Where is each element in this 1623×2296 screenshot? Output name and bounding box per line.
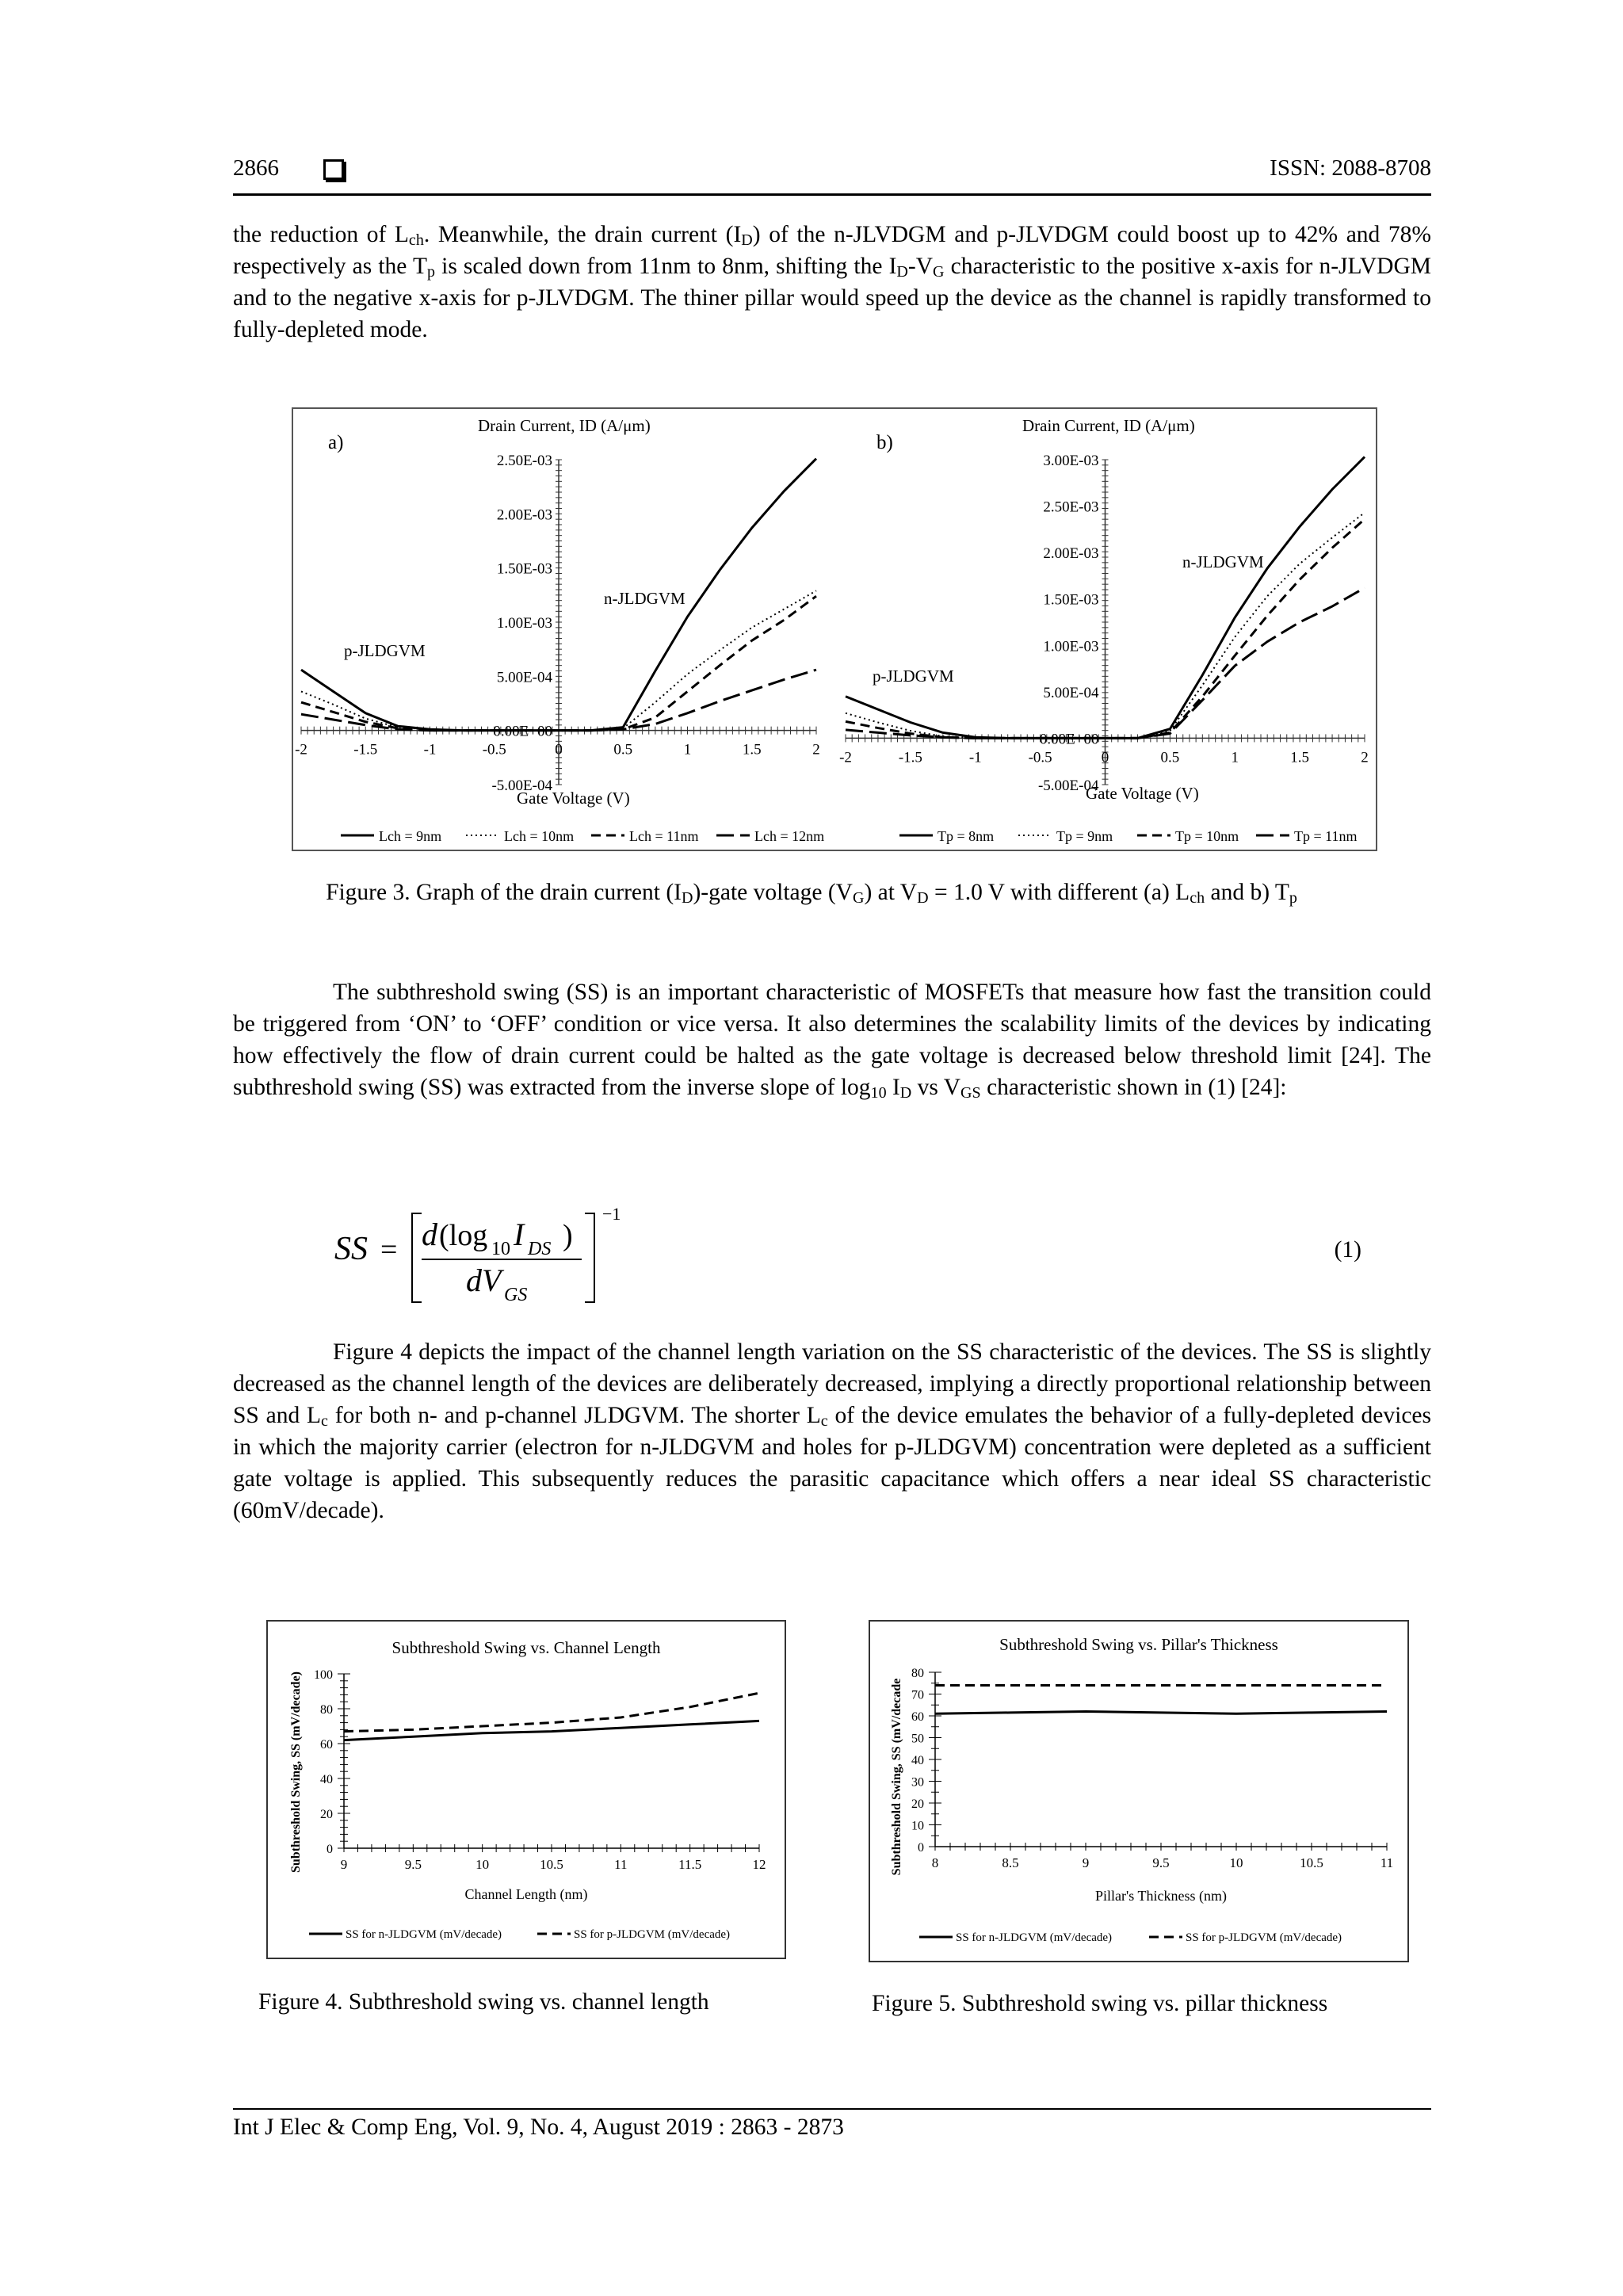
chart-d-ylabel: Subthreshold Swing, SS (mV/decade [890, 1678, 903, 1876]
equation-log: (log [439, 1219, 488, 1252]
chart-d-y-tick-label: 40 [911, 1754, 924, 1767]
chart-c-legend-label-2: SS for p-JLDGVM (mV/decade) [574, 1928, 731, 1941]
chart-d-y-tick-label: 80 [911, 1667, 924, 1680]
chart-c-y-tick-label: 40 [320, 1773, 333, 1786]
chart-d-x-tick-label: 10 [1229, 1855, 1243, 1870]
chart-b-x-tick-label: -0.5 [1028, 749, 1052, 766]
chart-b-x-tick-label: -2 [839, 749, 852, 766]
figure-3-legend [341, 828, 1357, 844]
chart-b-x-tick-label: 2 [1361, 749, 1369, 766]
legend-a-label-2: Lch = 10nm [504, 828, 575, 844]
chart-c-x-tick-label: 11 [614, 1857, 628, 1872]
chart-c-y-tick-label: 0 [327, 1843, 333, 1856]
chart-c-x-tick-label: 9.5 [404, 1857, 422, 1872]
chart-c-x-tick-label: 10 [475, 1857, 490, 1872]
chart-d-title: Subthreshold Swing vs. Pillar's Thickness [999, 1635, 1278, 1654]
chart-a-x-tick-label: 0 [555, 741, 563, 758]
running-footer [233, 2108, 1431, 2141]
equation-I: I [514, 1217, 525, 1252]
equation-equals: = [380, 1233, 398, 1266]
chart-d-y-tick-label: 30 [911, 1775, 924, 1790]
equation-number: (1) [1334, 1237, 1361, 1263]
chart-b-title: Drain Current, ID (A/μm) [1022, 416, 1195, 435]
chart-a-y-tick-label: 1.00E-03 [496, 615, 552, 632]
chart-d-x-tick-label: 8 [931, 1855, 939, 1870]
running-header [233, 155, 1431, 196]
chart-b-y-tick-label: -5.00E-04 [1037, 777, 1099, 794]
chart-a-x-tick-label: 0.5 [613, 741, 633, 758]
figure-3 [292, 407, 1377, 851]
figure-4-caption: Figure 4. Subthreshold swing vs. channel length [258, 1989, 709, 2015]
chart-b-x-tick-label: -1 [968, 749, 982, 766]
chart-b-y-tick-label: 0.00E+00 [1039, 731, 1099, 748]
legend-b-label-4: Tp = 11nm [1294, 828, 1358, 844]
annotation-b-p-jldgvm: p-JLDGVM [873, 667, 954, 686]
chart-b-y-tick-label: 1.00E-03 [1043, 638, 1099, 655]
equation-d: d [422, 1217, 437, 1252]
panel-label-a: a) [328, 432, 344, 453]
chart-c-y-tick-label: 20 [320, 1808, 333, 1821]
page-number: 2866 [233, 155, 279, 181]
figure-3-caption: Figure 3. Graph of the drain current $(I_D)$-gate voltage $(V_G)$ at $V_D = 1.0$ V with different (a) $L_{ch}$ and b) $T_p$ [326, 880, 1297, 907]
chart-b-x-tick-label: 0 [1101, 749, 1109, 766]
equation-dV: dV [466, 1263, 502, 1298]
chart-a-x-tick-label: 2 [812, 741, 820, 758]
chart-d-series-1-line [935, 1712, 1387, 1714]
annotation-b-n-jldgvm: n-JLDGVM [1182, 552, 1264, 571]
chart-c-ylabel: Subthreshold Swing, SS (mV/decade) [289, 1671, 303, 1873]
chart-a-x-tick-label: 1 [683, 741, 692, 758]
box-bullet-icon [323, 159, 344, 180]
chart-b-y-tick-label: 5.00E-04 [1043, 684, 1099, 701]
chart-d-y-tick-label: 10 [911, 1819, 924, 1833]
chart-d-y-tick-label: 60 [911, 1710, 924, 1724]
chart-a-y-tick-label: -5.00E-04 [491, 777, 552, 794]
chart-d-x-tick-label: 9 [1082, 1855, 1090, 1870]
chart-a-x-tick-label: -0.5 [482, 741, 506, 758]
chart-b [839, 416, 1369, 803]
chart-b-xlabel: Gate Voltage (V) [1086, 784, 1199, 803]
chart-c-y-tick-label: 100 [314, 1668, 333, 1682]
chart-b-y-tick-label: 2.50E-03 [1043, 499, 1099, 516]
chart-b-y-tick-label: 1.50E-03 [1043, 591, 1099, 609]
equation-exponent: −1 [602, 1204, 621, 1224]
figure-4 [266, 1620, 786, 1959]
chart-a-y-tick-label: 5.00E-04 [496, 669, 552, 686]
chart-d-x-tick-label: 9.5 [1152, 1855, 1170, 1870]
chart-d-y-tick-label: 0 [918, 1841, 924, 1855]
footer-citation: Int J Elec & Comp Eng, Vol. 9, No. 4, August 2019 : 2863 - 2873 [233, 2115, 844, 2140]
chart-d-y-tick-label: 50 [911, 1732, 924, 1746]
equation-1 [333, 1193, 745, 1312]
intro-paragraph: the reduction of $L_{ch}$. Meanwhile, the drain current $(I_D)$ of the n-JLVDGM and p-JLVDGM could boost up to 42% and 78% respectively as the $T_p$ is scaled down from 11nm to 8nm, shifting the $I_D-V_G$ characteristic to the positive x-axis for n-JLVDGM and to the negative x-axis for p-JLVDGM. The thiner pillar would speed up the device as the channel is rapidly transformed to fully-depleted mode. [233, 222, 1431, 342]
equation-base: 10 [491, 1239, 510, 1259]
figure-3-chart [293, 409, 1376, 850]
figure-4-legend [309, 1928, 730, 1941]
chart-a-x-tick-label: 1.5 [742, 741, 762, 758]
issn: ISSN: 2088-8708 [1270, 155, 1431, 181]
equation-DS: DS [528, 1239, 552, 1259]
chart-a-y-tick-label: 2.50E-03 [496, 453, 552, 469]
chart-b-x-tick-label: 1.5 [1290, 749, 1309, 766]
chart-a-xlabel: Gate Voltage (V) [517, 789, 630, 808]
annotation-a-p-jldgvm: p-JLDGVM [344, 641, 426, 660]
chart-b-x-tick-label: -1.5 [898, 749, 922, 766]
chart-d-y-tick-label: 70 [911, 1688, 924, 1702]
chart-a-y-tick-label: 0.00E+00 [493, 723, 552, 740]
chart-a-title: Drain Current, ID (A/μm) [478, 416, 651, 435]
equation-lhs: SS [334, 1231, 368, 1267]
chart-c-y-tick-label: 80 [320, 1703, 333, 1717]
chart-c-x-tick-label: 9 [340, 1857, 348, 1872]
chart-a [295, 416, 820, 808]
ss-paragraph: The subthreshold swing (SS) is an important characteristic of MOSFETs that measure how fast the transition could be triggered from ‘ON’ to ‘OFF’ condition or vice versa. It also determines the scalability limits of the devices by indicating how effectively the flow of drain current could be halted as the gate voltage is decreased below threshold limit [24]. The subthreshold swing (SS) was extracted from the inverse slope of $\log_{10} I_D$ vs $V_{GS}$ characteristic shown in (1) [24]: [233, 980, 1431, 1102]
chart-d-xlabel: Pillar's Thickness (nm) [1095, 1888, 1227, 1904]
chart-b-x-tick-label: 0.5 [1160, 749, 1180, 766]
left-bracket [412, 1213, 422, 1302]
chart-d-x-tick-label: 11 [1380, 1855, 1394, 1870]
chart-c-x-tick-label: 10.5 [540, 1857, 563, 1872]
chart-a-x-tick-label: -1 [423, 741, 437, 758]
chart-d-y-tick-label: 20 [911, 1797, 924, 1811]
chart-d-legend-label-1: SS for n-JLDGVM (mV/decade) [956, 1931, 1113, 1944]
lc-paragraph: Figure 4 depicts the impact of the channel length variation on the SS characteristic of the devices. The SS is slightly decreased as the channel length of the devices are deliberately decreased, implying a directly proportional relationship between SS and $L_c$ for both n- and p-channel JLDGVM. The shorter $L_c$ of the device emulates the behavior of a fully-depleted devices in which the majority carrier (electron for n-JLDGVM and holes for p-JLDGVM) concentration were depleted as a sufficient gate voltage is applied. This subsequently reduces the parasitic capacitance which offers a near ideal SS characteristic (60mV/decade). [233, 1339, 1431, 1523]
figure-5-caption: Figure 5. Subthreshold swing vs. pillar thickness [872, 1991, 1328, 2016]
chart-a-y-tick-label: 1.50E-03 [496, 560, 552, 578]
chart-a-x-tick-label: -2 [295, 741, 307, 758]
chart-a-x-tick-label: -1.5 [353, 741, 378, 758]
figure-4-chart [268, 1622, 785, 1958]
chart-d-x-tick-label: 8.5 [1002, 1855, 1019, 1870]
chart-c-series-2-line [344, 1693, 759, 1731]
legend-b-label-2: Tp = 9nm [1056, 828, 1113, 844]
chart-d-legend-label-2: SS for p-JLDGVM (mV/decade) [1186, 1931, 1342, 1944]
chart-b-y-tick-label: 2.00E-03 [1043, 545, 1099, 563]
right-bracket [585, 1213, 594, 1302]
chart-c-x-tick-label: 12 [752, 1857, 766, 1872]
chart-c-legend-label-1: SS for n-JLDGVM (mV/decade) [346, 1928, 502, 1941]
chart-c-y-tick-label: 60 [320, 1738, 333, 1752]
chart-c-title: Subthreshold Swing vs. Channel Length [391, 1638, 661, 1657]
chart-a-y-tick-label: 2.00E-03 [496, 506, 552, 524]
panel-label-b: b) [876, 432, 893, 453]
figure-5 [869, 1620, 1409, 1962]
legend-a-label-4: Lch = 12nm [754, 828, 825, 844]
chart-d-x-tick-label: 10.5 [1300, 1855, 1323, 1870]
chart-c-xlabel: Channel Length (nm) [464, 1886, 588, 1902]
chart-b-y-tick-label: 3.00E-03 [1043, 453, 1099, 469]
annotation-a-n-jldgvm: n-JLDGVM [604, 589, 685, 608]
chart-c-x-tick-label: 11.5 [678, 1857, 702, 1872]
legend-b-label-3: Tp = 10nm [1175, 828, 1239, 844]
legend-b-label-1: Tp = 8nm [938, 828, 995, 844]
chart-b-x-tick-label: 1 [1231, 749, 1239, 766]
legend-a-label-1: Lch = 9nm [379, 828, 442, 844]
figure-5-legend [919, 1931, 1342, 1944]
figure-5-chart [870, 1622, 1407, 1961]
equation-close-paren: ) [563, 1219, 573, 1252]
equation-GS: GS [504, 1285, 528, 1305]
legend-a-label-3: Lch = 11nm [629, 828, 699, 844]
